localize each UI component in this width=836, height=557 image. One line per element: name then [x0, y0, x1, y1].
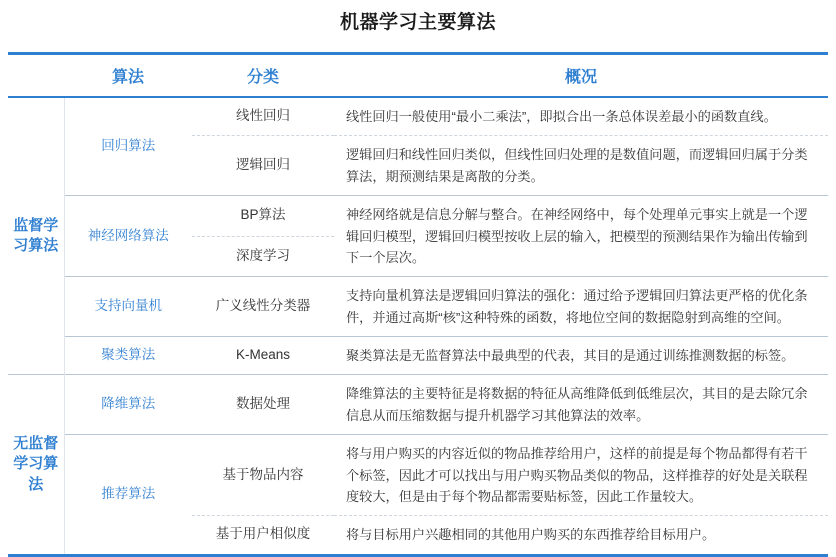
category-user-based: 基于用户相似度 — [192, 516, 334, 554]
column-header-category: 分类 — [192, 55, 334, 96]
header-spacer — [8, 55, 64, 96]
category-data-processing: 数据处理 — [192, 375, 334, 435]
table-row — [8, 277, 828, 337]
table-row — [8, 375, 828, 435]
table-row — [8, 337, 828, 375]
overview-neural-network: 神经网络就是信息分解与整合。在神经网络中，每个处理单元事实上就是一个逻辑回归模型，逻辑回归模型按收上层的输入，把模型的预测结果作为输出传输到下一个层次。 — [334, 196, 828, 277]
algorithm-neural-network: 神经网络算法 — [64, 196, 192, 277]
table-row — [8, 435, 828, 516]
overview-svm: 支持向量机算法是逻辑回归算法的强化：通过给予逻辑回归算法更严格的优化条件，并通过高斯“核”这种特殊的函数，将地位空间的数据隐射到高维的空间。 — [334, 277, 828, 337]
algorithm-dimension-reduction: 降维算法 — [64, 375, 192, 435]
overview-linear-regression: 线性回归一般使用“最小二乘法”，即拟合出一条总体误差最小的函数直线。 — [346, 109, 777, 124]
category-linear-regression: 线性回归 — [236, 108, 290, 124]
category-deep-learning: 深度学习 — [192, 236, 334, 277]
overview-user-based: 将与目标用户兴趣相同的其他用户购买的东西推荐给目标用户。 — [334, 516, 828, 554]
algorithm-recommendation: 推荐算法 — [64, 435, 192, 554]
column-header-algorithm: 算法 — [64, 55, 192, 96]
overview-dimension-reduction: 降维算法的主要特征是将数据的特征从高维降低到低维层次，其目的是去除冗余信息从而压缩数据与提升机器学习其他算法的效率。 — [334, 375, 828, 435]
overview-clustering: 聚类算法是无监督算法中最典型的代表，其目的是通过训练推测数据的标签。 — [334, 337, 828, 375]
overview-item-based: 将与用户购买的内容近似的物品推荐给用户，这样的前提是每个物品都得有若干个标签，因此才可以找出与用户购买物品类似的物品，这样推荐的好处是关联程度较大，但是由于每个物品都需要贴标签，因此工作量较大。 — [334, 435, 828, 516]
table-row — [8, 98, 828, 136]
overview-logistic-regression: 逻辑回归和线性回归类似，但线性回归处理的是数值问题，而逻辑回归属于分类算法，期预测结果是离散的分类。 — [334, 136, 828, 196]
page-title: 机器学习主要算法 — [339, 12, 496, 33]
algorithms-table — [8, 52, 828, 557]
category-kmeans: K-Means — [192, 337, 334, 375]
category-logistic-regression: 逻辑回归 — [192, 136, 334, 196]
group-label-unsupervised: 无监督学习算法 — [8, 375, 64, 554]
rule-cell — [8, 554, 828, 557]
algorithm-svm: 支持向量机 — [64, 277, 192, 337]
group-label-supervised: 监督学习算法 — [8, 98, 64, 375]
table-row — [8, 196, 828, 237]
algorithm-clustering: 聚类算法 — [64, 337, 192, 375]
table-bottom-rule — [8, 554, 828, 557]
table-header-row — [8, 55, 828, 96]
category-item-based: 基于物品内容 — [192, 435, 334, 516]
column-header-overview: 概况 — [334, 55, 828, 96]
category-bp: BP算法 — [192, 196, 334, 237]
algorithm-regression: 回归算法 — [101, 138, 156, 154]
category-generalized-linear-classifier: 广义线性分类器 — [192, 277, 334, 337]
